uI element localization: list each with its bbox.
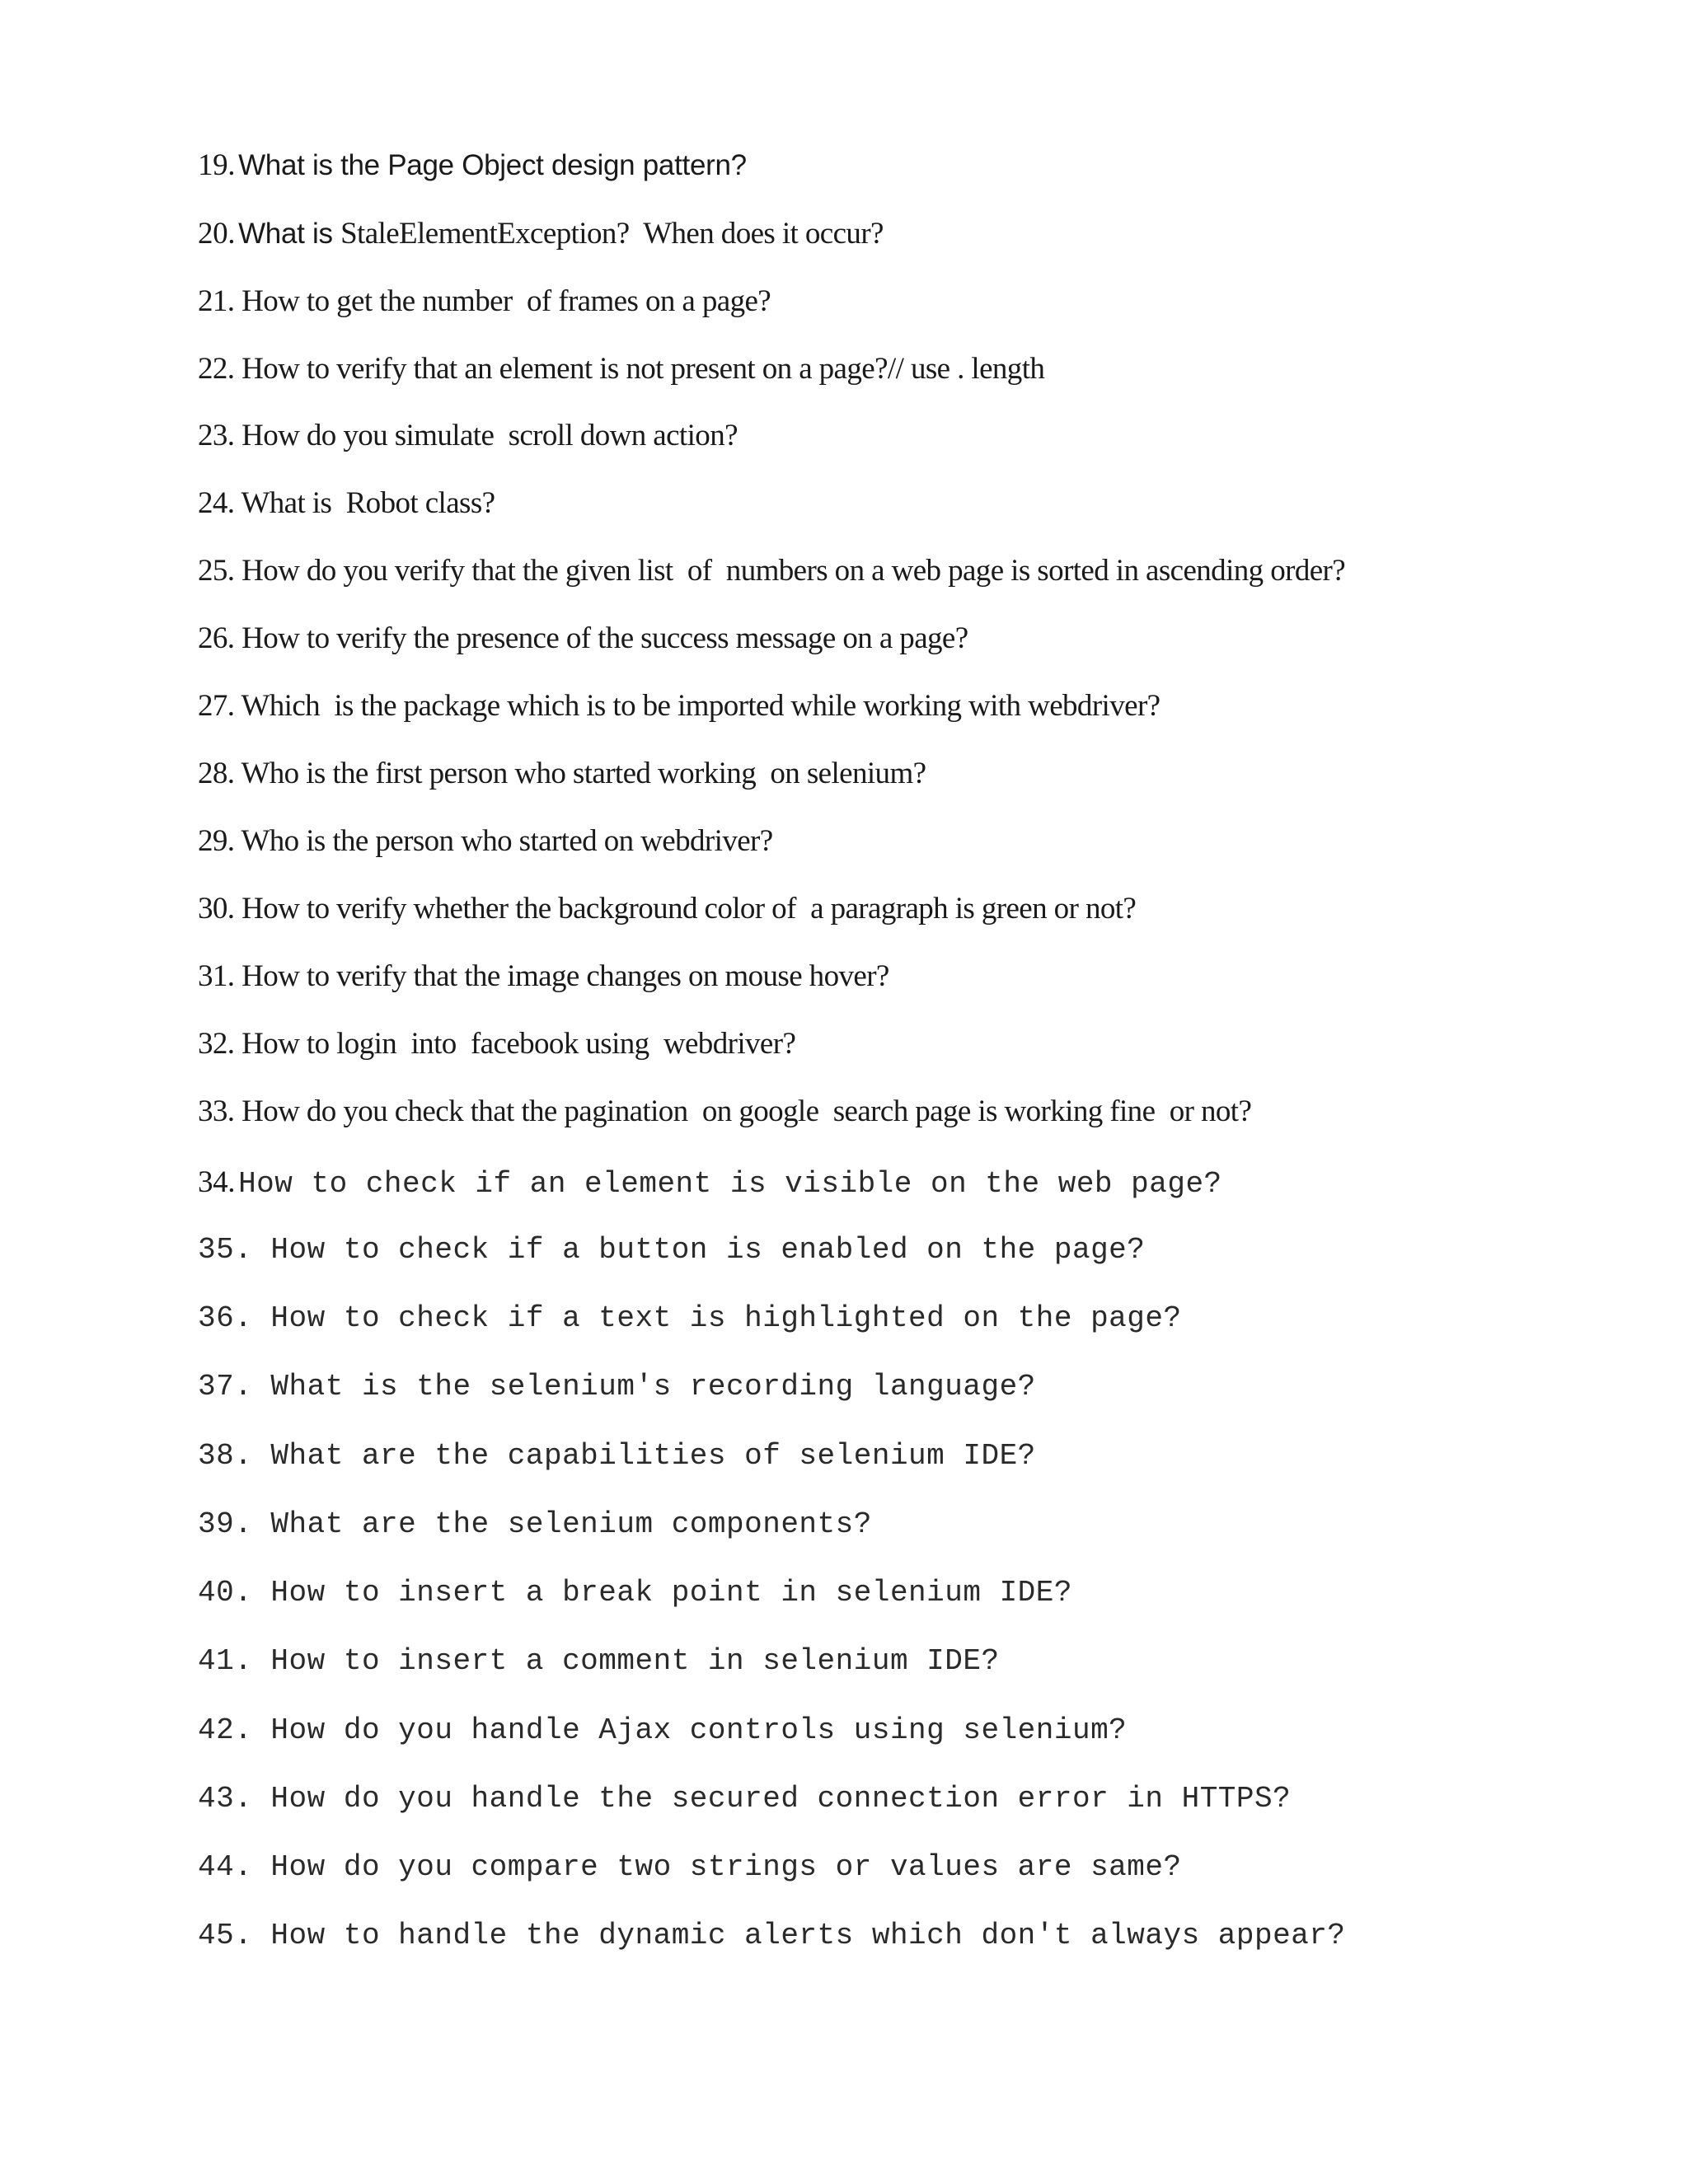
question-29: [198, 826, 773, 856]
question-26: [198, 623, 968, 654]
question-39: [198, 1507, 872, 1541]
question-number: 42.: [198, 1713, 253, 1747]
question-number: 21.: [198, 284, 235, 318]
question-text: How to check if a text is highlighted on the page?: [270, 1301, 1182, 1335]
question-30: [198, 893, 1136, 924]
question-34: [198, 1167, 1222, 1199]
question-22: [198, 354, 1044, 384]
question-number: 34.: [198, 1165, 236, 1199]
question-44: [198, 1850, 1182, 1884]
question-38: [198, 1441, 1036, 1471]
question-text: How to insert a break point in selenium IDE?: [270, 1576, 1072, 1610]
question-text: How to login into facebook using webdriver?: [241, 1027, 796, 1061]
question-number: 32.: [198, 1027, 235, 1061]
question-33: [198, 1096, 1251, 1127]
question-37: [198, 1372, 1036, 1402]
question-text: What are the capabilities of selenium IDE?: [270, 1439, 1036, 1473]
question-number: 33.: [198, 1094, 235, 1128]
question-number: 38.: [198, 1439, 253, 1473]
question-25: [198, 555, 1345, 586]
question-number: 27.: [198, 689, 235, 723]
question-21: [198, 286, 771, 316]
question-text: How to get the number of frames on a page?: [241, 284, 771, 318]
question-23: [198, 420, 738, 451]
question-number: 26.: [198, 621, 235, 655]
question-40: [198, 1578, 1072, 1608]
question-35: [198, 1235, 1145, 1265]
question-20: [198, 218, 884, 249]
question-41: [198, 1644, 1000, 1678]
question-text: What are the selenium components?: [270, 1507, 872, 1541]
question-number: 24.: [198, 486, 235, 520]
question-text-part-b: StaleElementException? When does it occur?: [340, 217, 884, 251]
question-text: How to verify the presence of the success message on a page?: [241, 621, 968, 655]
question-31: [198, 961, 889, 991]
question-text: How do you verify that the given list of numbers on a web page is sorted in ascending order?: [241, 554, 1346, 588]
question-number: 45.: [198, 1919, 253, 1952]
question-24: [198, 488, 495, 518]
question-text-part-a: What is: [238, 218, 341, 250]
question-number: 44.: [198, 1850, 253, 1884]
question-text: How do you compare two strings or values are same?: [270, 1850, 1182, 1884]
question-text: How to handle the dynamic alerts which don't always appear?: [270, 1919, 1346, 1952]
question-28: [198, 758, 926, 789]
question-number: 19.: [198, 148, 236, 182]
question-number: 37.: [198, 1370, 253, 1404]
question-text: How to insert a comment in selenium IDE?: [270, 1644, 1000, 1678]
question-36: [198, 1301, 1182, 1335]
question-27: [198, 691, 1160, 721]
question-number: 41.: [198, 1644, 253, 1678]
question-text: How to check if a button is enabled on the page?: [270, 1233, 1146, 1267]
question-text: Who is the person who started on webdriver?: [241, 824, 773, 858]
question-number: 31.: [198, 959, 235, 993]
question-text: How to verify that an element is not present on a page?// use . length: [241, 352, 1045, 386]
question-number: 23.: [198, 419, 235, 452]
question-number: 43.: [198, 1782, 253, 1816]
question-number: 20.: [198, 217, 236, 251]
question-43: [198, 1784, 1291, 1814]
question-number: 25.: [198, 554, 235, 588]
question-text: How to check if an element is visible on the web page?: [238, 1167, 1222, 1201]
question-number: 30.: [198, 892, 235, 926]
question-number: 22.: [198, 352, 235, 386]
question-45: [198, 1921, 1346, 1951]
question-text: What is the Page Object design pattern?: [238, 149, 747, 181]
question-text: How to verify that the image changes on mouse hover?: [241, 959, 889, 993]
question-42: [198, 1713, 1128, 1747]
question-number: 35.: [198, 1233, 253, 1267]
question-text: Which is the package which is to be imported while working with webdriver?: [241, 689, 1160, 723]
question-text: What is Robot class?: [241, 486, 495, 520]
question-text: How do you simulate scroll down action?: [241, 419, 738, 452]
question-number: 28.: [198, 757, 235, 790]
question-number: 39.: [198, 1507, 253, 1541]
question-number: 29.: [198, 824, 235, 858]
question-text: What is the selenium's recording language?: [270, 1370, 1036, 1404]
question-32: [198, 1029, 795, 1059]
question-number: 36.: [198, 1301, 253, 1335]
question-text: How do you handle the secured connection error in HTTPS?: [270, 1782, 1292, 1816]
question-text: Who is the first person who started working on selenium?: [241, 757, 926, 790]
question-text: How do you check that the pagination on google search page is working fine or not?: [241, 1094, 1252, 1128]
question-text: How do you handle Ajax controls using selenium?: [270, 1713, 1128, 1747]
question-19: [198, 150, 747, 180]
question-text: How to verify whether the background color of a paragraph is green or not?: [241, 892, 1137, 926]
question-number: 40.: [198, 1576, 253, 1610]
